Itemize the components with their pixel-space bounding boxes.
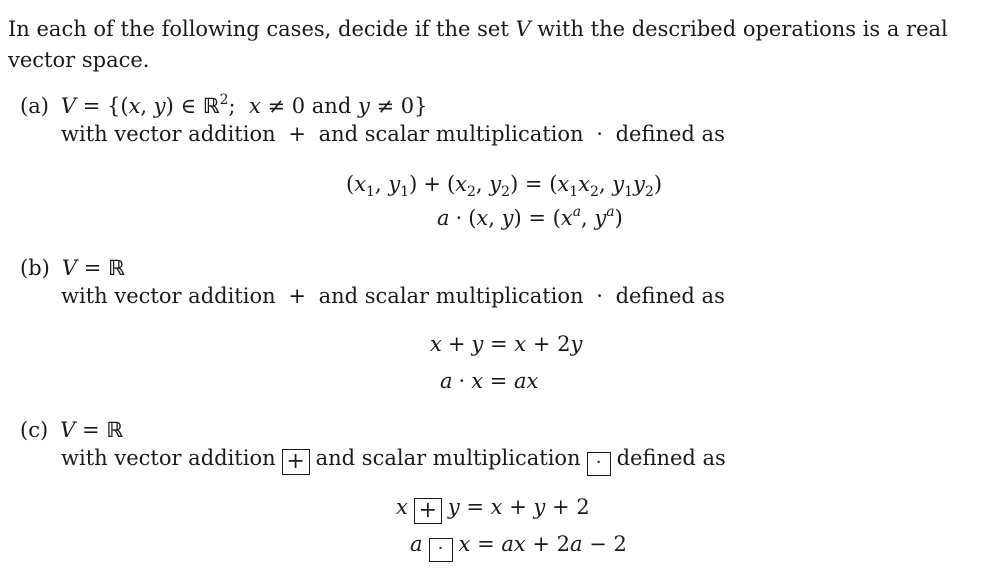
item-a-set-definition: V = {(x, y) ∈ ℝ$^2$; x ≠ 0 and y ≠ 0} [60, 92, 428, 118]
item-a-equation-1: ($x_1$, $y_1) + (x_2$, $y_2) = (x_1x_2$, $y_1y_2$) [346, 172, 663, 200]
item-c-equation-1: x + y = x + y + 2 [396, 495, 590, 523]
item-b-equation-1: x + y = x + 2y [430, 332, 583, 356]
item-a-heading [20, 92, 428, 120]
item-a-label: (a) [20, 94, 49, 118]
item-b-label: (b) [20, 256, 50, 280]
item-b-operations: with vector addition + and scalar multiplication · defined as [61, 284, 725, 308]
item-c-label: (c) [20, 418, 49, 442]
boxed-plus-symbol: + [414, 498, 442, 524]
item-c-set-definition: V = ℝ [60, 418, 124, 442]
item-c-equation-2: a · x = ax + 2a − 2 [410, 530, 627, 562]
boxed-dot-symbol: · [587, 452, 611, 476]
item-a-equation-2: a · (x, $y) = (x^a$, $y^a$) [437, 204, 623, 230]
item-b-heading [20, 254, 125, 282]
item-c-operations: with vector addition + and scalar multiplication · defined as [61, 446, 726, 474]
boxed-dot-symbol: · [429, 538, 453, 562]
boxed-plus-symbol: + [282, 449, 310, 475]
intro-paragraph: In each of the following cases, decide if the set V with the described operations is a real vector space. [8, 17, 948, 72]
item-b-set-definition: V = ℝ [61, 256, 125, 280]
item-a-operations: with vector addition + and scalar multiplication · defined as [61, 122, 725, 146]
item-c-heading [20, 416, 123, 444]
item-b-equation-2: a · x = ax [440, 369, 539, 393]
